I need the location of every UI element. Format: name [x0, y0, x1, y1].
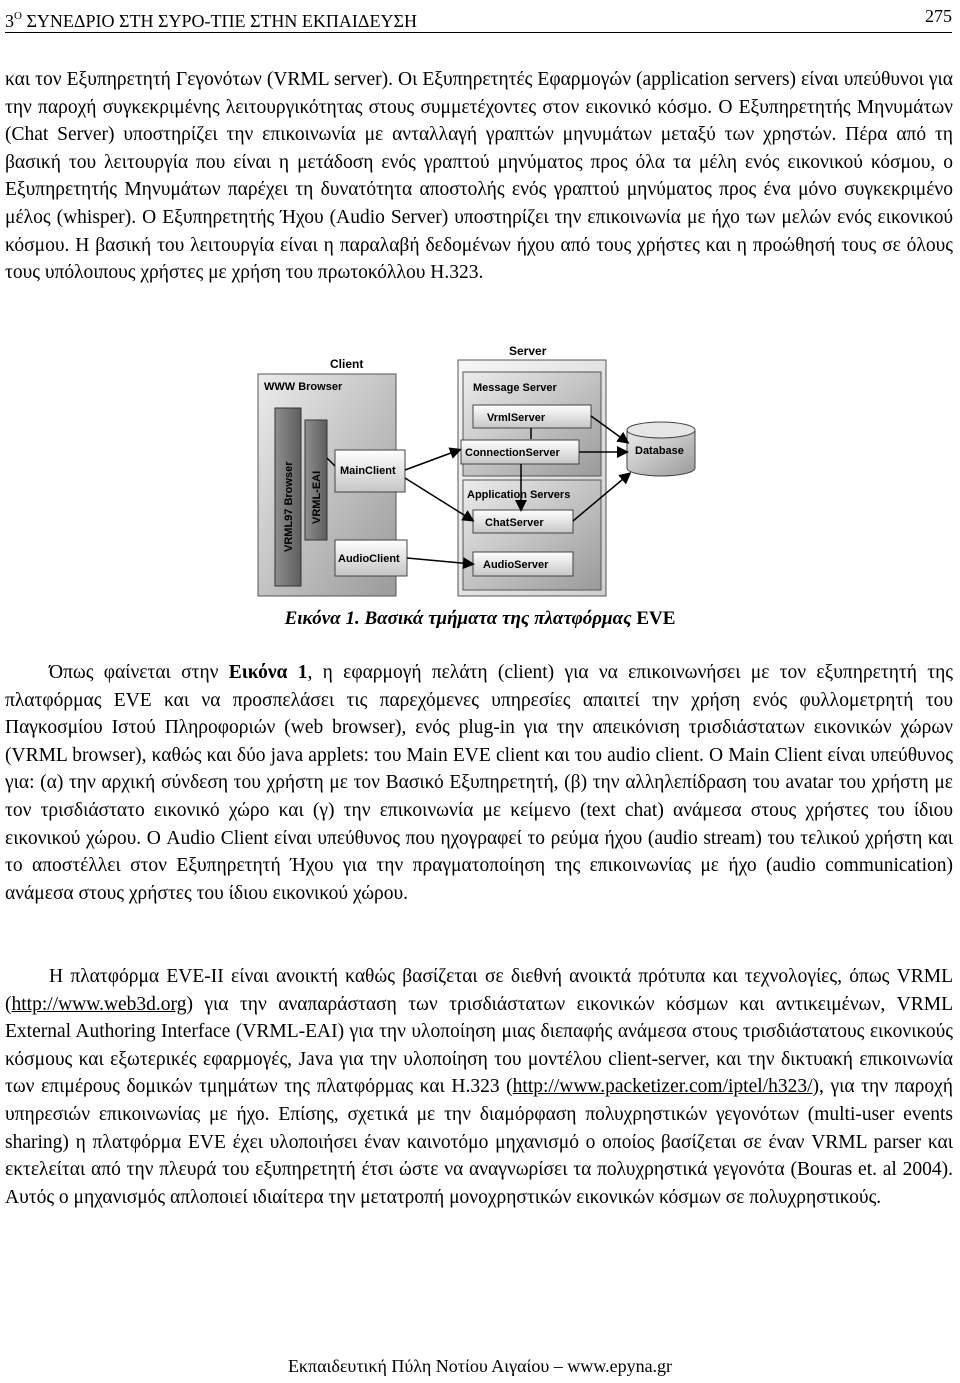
conference-title: $3^O$ ΣΥΝΕΔΡΙΟ ΣΤΗ ΣΥΡΟ-ΤΠΕ ΣΤΗΝ ΕΚΠΑΙΔΕΥΣΗ	[5, 10, 417, 31]
paragraph-1: και τον Εξυπηρετητή Γεγονότων (VRML server). Οι Εξυπηρετητές Εφαρμογών (application servers) είναι υπεύθυνοι για την παροχή συγκεκριμένης λειτουργικότητας στους συμμετέχοντες στον εικονικό κόσμο. Ο Εξυπηρετητής Μηνυμάτων (Chat Server) υποστηρίζει την επικοινωνία με ανταλλαγή γραπτών μηνυμάτων μεταξύ των χρηστών. Πέρα από τη βασική του λειτουργία που είναι η μετάδοση ενός γραπτού μηνύματος προς όλα τα μέλη ενός εικονικού κόσμου, ο Εξυπηρετητής Μηνυμάτων παρέχει τη δυνατότητα αποστολής ενός γραπτού μηνύματος προς ένα μόνο συγκεκριμένο μέλος (whisper). Ο Εξυπηρετητής Ήχου (Audio Server) υποστηρίζει την επικοινωνία με ήχο των μελών ενός εικονικού κόσμου. Η βασική του λειτουργία είναι η παραλαβή δεδομένων ήχου από τους χρήστες και η προώθησή τους σε όλους τους υπόλοιπους χρήστες με χρήση του πρωτοκόλλου H.323.	[5, 69, 953, 284]
server-label: Server	[509, 344, 547, 358]
message-server-label: Message Server	[473, 382, 557, 394]
client-label: Client	[330, 357, 364, 371]
database-cylinder-top	[627, 422, 695, 438]
architecture-figure	[255, 338, 705, 600]
audioclient-label: AudioClient	[338, 553, 400, 565]
running-header	[5, 2, 952, 33]
www-browser-label: WWW Browser	[264, 381, 343, 393]
connectionserver-label: ConnectionServer	[465, 447, 560, 459]
arrow-main-to-connection	[405, 450, 459, 470]
running-footer: Εκπαιδευτική Πύλη Νοτίου Αιγαίου – www.epyna.gr	[287, 1356, 673, 1376]
paragraph-3: Η πλατφόρμα EVE-II είναι ανοικτή καθώς βασίζεται σε διεθνή ανοικτά πρότυπα και τεχνολογίες, όπως VRML (http://www.web3d.org) για την αναπαράσταση των τρισδιάστατων εικονικών κόσμων και αντικειμένων, VRML External Authoring Interface (VRML-EAI) για την υλοποίηση μιας διεπαφής ανάμεσα στους τρισδιάστατους εικονικούς κόσμους και εξωτερικές εφαρμογές, Java για την υλοποίηση του μοντέλου client-server, και την δικτυακή επικοινωνία των επιμέρους δομικών τμημάτων της πλατφόρμας και H.323 (http://www.packetizer.com/iptel/h323/), για την παροχή υπηρεσιών επικοινωνίας με ήχο. Επίσης, σχετικά με την διαμόρφαση πολυχρηστικών γεγονότων (multi-user events sharing) η πλατφόρμα EVE έχει υλοποιήσει έναν καινοτόμο μηχανισμό ο οποίος βασίζεται σε έναν VRML parser και εκτελείται από την πλευρά του εξυπηρετητή έτσι ώστε να αναγνωρίσει τα πολυχρηστικά γεγονότα (Bouras et. al 2004). Αυτός ο μηχανισμός απλοποιεί ιδιαίτερα την μετατροπή μονοχρηστικών εικονικών κόσμων σε πολυχρηστικούς.	[5, 966, 953, 1208]
audioserver-label: AudioServer	[483, 559, 549, 571]
vrml97-browser-label: VRML97 Browser	[283, 461, 295, 552]
vrml-eai-label: VRML-EAI	[311, 470, 323, 524]
database-label: Database	[635, 445, 684, 457]
page-number: 275	[925, 6, 952, 26]
packetizer-link[interactable]: http://www.packetizer.com/iptel/h323/	[512, 1076, 813, 1098]
chatserver-label: ChatServer	[485, 517, 544, 529]
vrmlserver-label: VrmlServer	[487, 412, 546, 424]
web3d-link[interactable]: http://www.web3d.org	[11, 993, 187, 1015]
application-servers-label: Application Servers	[467, 489, 571, 501]
figure-caption: Εικόνα 1. Βασικά τμήματα της πλατφόρμας EVE	[284, 608, 676, 629]
paragraph-2: Όπως φαίνεται στην Εικόνα 1, η εφαρμογή πελάτη (client) για να επικοινωνήσει με τον εξυπηρετητή της πλατφόρμας EVE και να προσπελάσει τις παρεχόμενες υπηρεσίες απαιτεί την χρήση ενός φυλλομετρητή του Παγκοσμίου Ιστού Πληροφοριών (web browser), ενός plug-in για την απεικόνιση τρισδιάστατων εικονικών χώρων (VRML browser), καθώς και δύο java applets: του Main EVE client και του audio client. Ο Main Client είναι υπεύθυνος για: (α) την αρχική σύνδεση του χρήστη με τον Βασικό Εξυπηρετητή, (β) την αλληλεπίδραση του avatar του χρήστη με τον τρισδιάστατο εικονικό χώρο και (γ) την επικοινωνία με κείμενο (text chat) ανάμεσα στους χρήστες του ίδιου εικονικού χώρου. Ο Audio Client είναι υπεύθυνος που ηχογραφεί το ρεύμα ήχου (audio stream) του τελικού χρήστη και το αποστέλλει στον Εξυπηρετητή Ήχου για την πραγματοποίηση της επικοινωνίας με ήχο (audio communication) ανάμεσα στους χρήστες του ίδιου εικονικού χώρου.	[5, 662, 953, 904]
mainclient-label: MainClient	[340, 465, 396, 477]
